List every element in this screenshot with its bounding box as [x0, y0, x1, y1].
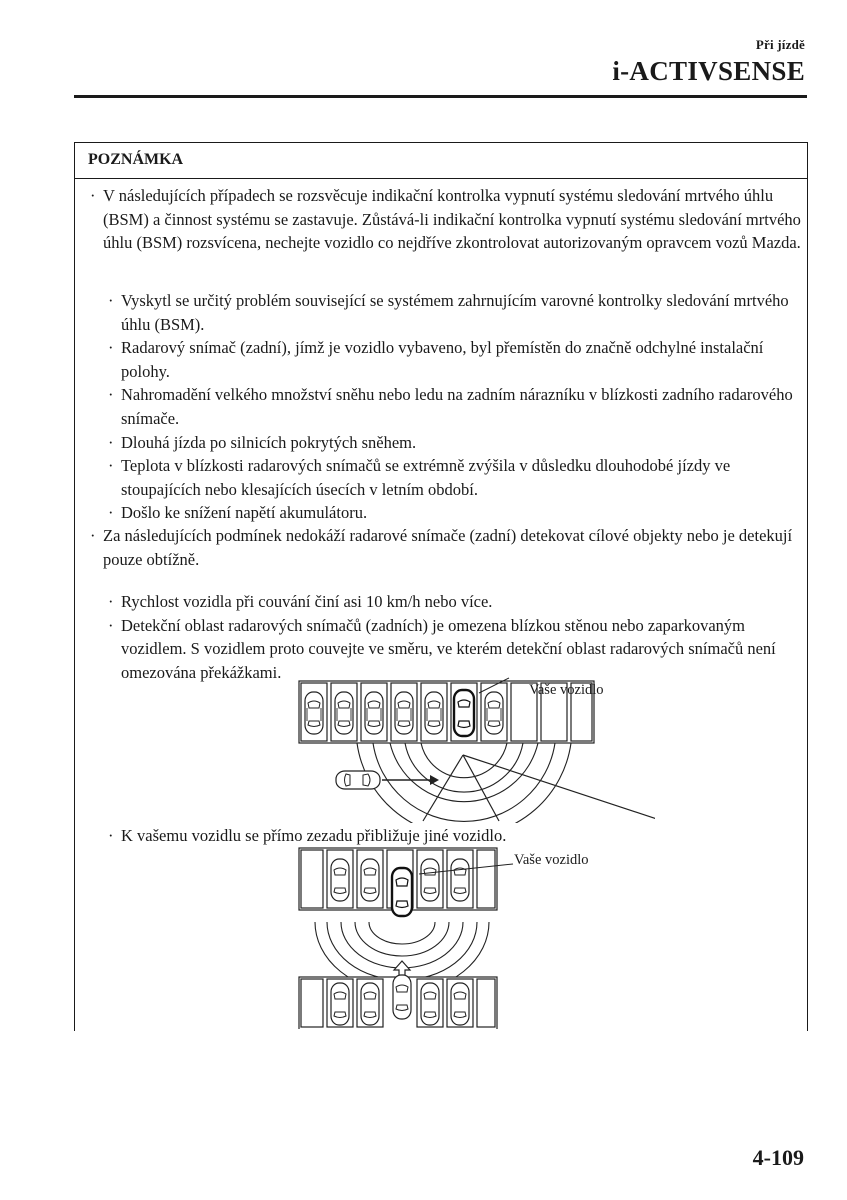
list-item: [108, 501, 801, 525]
figure-rear-approach: [295, 844, 595, 1029]
figure2-label: Vaše vozidlo: [514, 852, 589, 868]
section-name: Při jízdě: [755, 37, 805, 52]
bullet-dot: ·: [90, 526, 96, 545]
bullet-dot: ·: [108, 615, 114, 635]
list-item-text: Radarový snímač (zadní), jímž je vozidlo vybaveno, byl přemístěn do značně odchylné instalační polohy.: [121, 338, 764, 381]
bullet-dot: ·: [108, 826, 114, 845]
list-item: [108, 454, 801, 501]
list-item-text: Dlouhá jízda po silnicích pokrytých sněhem.: [121, 432, 417, 452]
detect-paragraph: [90, 524, 803, 571]
page-title: i-ACTIVSENSE: [612, 56, 805, 86]
intro-conditions-list: [108, 289, 801, 525]
bullet-dot: ·: [108, 456, 114, 476]
list-item-text: Nahromadění velkého množství sněhu nebo ledu na zadním nárazníku v blízkosti zadního radarového snímače.: [121, 385, 793, 428]
figure1-label: Vaše vozidlo: [529, 682, 604, 698]
note-intro-text: V následujících případech se rozsvěcuje indikační kontrolka vypnutí systému sledování mrtvého úhlu (BSM) a činnost systému se zastavuje. Zůstává-li indikační kontrolka vypnutí systému sledování mrtvého úhlu (BSM) rozsvícena, nechejte vozidlo co nejdříve zkontrolovat autorizovaným opravcem vozů Mazda.: [103, 186, 801, 253]
note-intro: [90, 184, 803, 255]
bullet-dot: ·: [90, 186, 96, 205]
list-item: [108, 431, 801, 455]
list-item: [108, 383, 801, 430]
bullet-dot: ·: [108, 338, 114, 358]
list-item-text: Detekční oblast radarových snímačů (zadních) je omezena blízkou stěnou nebo zaparkovaným vozidlem. S vozidlem proto couvejte ve směru, ve kterém detekční oblast radarových snímačů není omezována překážkami.: [121, 615, 776, 682]
bullet-dot: ·: [108, 503, 114, 523]
list-item-text: Došlo ke snížení napětí akumulátoru.: [121, 503, 368, 523]
list-item-text: K vašemu vozidlu se přímo zezadu přibližuje jiné vozidlo.: [121, 826, 507, 845]
note-box: [74, 142, 808, 1031]
list-item-text: Teplota v blízkosti radarových snímačů se extrémně zvýšila v důsledku dlouhodobé jízdy ve stoupajících nebo klesajících úsecích v letním období.: [121, 456, 731, 499]
list-item-text: Rychlost vozidla při couvání činí asi 10 km/h nebo více.: [121, 592, 493, 611]
list-item: [108, 590, 801, 614]
detect-text: Za následujících podmínek nedokáží radarové snímače (zadní) detekovat cílové objekty nebo je detekují pouze obtížně.: [103, 526, 793, 569]
note-title: POZNÁMKA: [88, 151, 184, 168]
bullet-dot: ·: [108, 291, 114, 310]
list-item: [108, 289, 801, 336]
list-item-text: Vyskytl se určitý problém související se systémem zahrnujícím varovné kontrolky sledování mrtvého úhlu (BSM).: [121, 291, 789, 334]
bullet-dot: ·: [108, 385, 114, 405]
page-number: 4-109: [752, 1145, 804, 1170]
list-item: [108, 336, 801, 383]
bullet-dot: ·: [108, 592, 114, 611]
detect-conditions-list: [108, 590, 801, 684]
header-rule: [74, 95, 807, 98]
note-title-rule: [75, 178, 807, 179]
bullet-dot: ·: [108, 432, 114, 452]
